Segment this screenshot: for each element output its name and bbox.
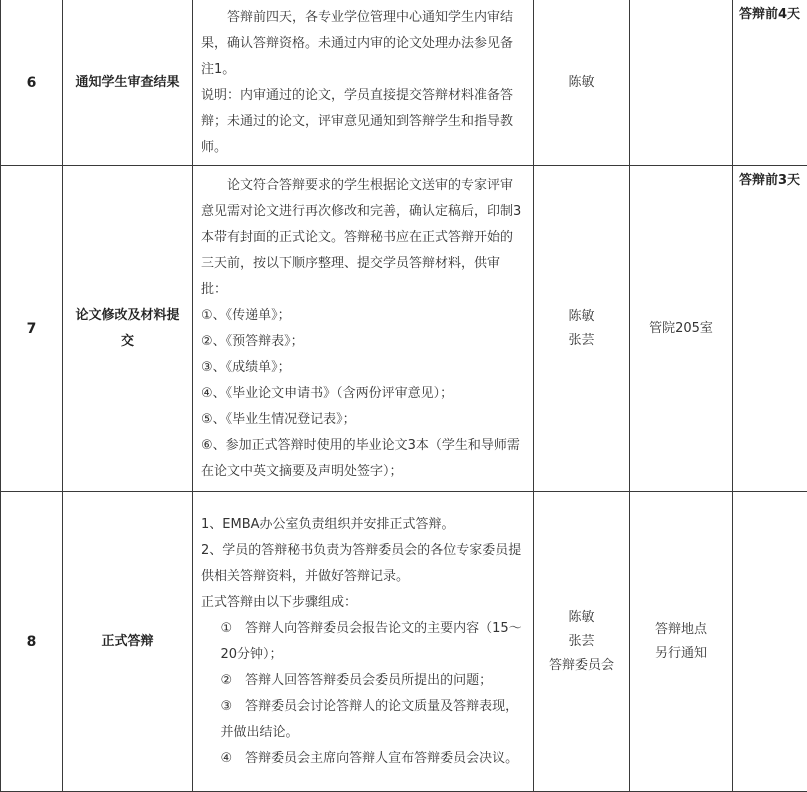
content-item: ⑥、参加正式答辩时使用的毕业论文3本（学生和导师需在论文中英文摘要及声明处签字）；: [201, 433, 525, 485]
person-name: 张芸: [534, 329, 629, 353]
content-paragraph: 正式答辩由以下步骤组成：: [201, 590, 525, 616]
content-item: ⑤、《毕业生情况登记表》；: [201, 407, 525, 433]
person-name: 陈敏: [534, 606, 629, 630]
row-number: 6: [1, 0, 63, 166]
responsible-person: [534, 166, 630, 492]
step-title: 论文修改及材料提交: [63, 166, 193, 492]
row-number: 7: [1, 166, 63, 492]
content-paragraph: 2、学员的答辩秘书负责为答辩委员会的各位专家委员提供相关答辩资料，并做好答辩记录。: [201, 538, 525, 590]
person-name: 张芸: [534, 630, 629, 654]
content-item: ① 答辩人向答辩委员会报告论文的主要内容（15～20分钟）；: [201, 616, 525, 668]
step-title: 正式答辩: [63, 492, 193, 792]
content-item: ①、《传递单》；: [201, 303, 525, 329]
step-content: [193, 492, 534, 792]
content-paragraph: 1、EMBA办公室负责组织并安排正式答辩。: [201, 512, 525, 538]
location: [630, 492, 733, 792]
row-number: 8: [1, 492, 63, 792]
person-name: 陈敏: [534, 71, 629, 95]
table-row: [1, 492, 807, 792]
step-content: [193, 166, 534, 492]
location: [630, 166, 733, 492]
content-item: ④ 答辩委员会主席向答辩人宣布答辩委员会决议。: [201, 746, 525, 772]
content-item: ④、《毕业论文申请书》（含两份评审意见）；: [201, 381, 525, 407]
step-content: [193, 0, 534, 166]
location-text: 另行通知: [630, 642, 732, 666]
deadline: [733, 492, 807, 792]
location-text: 管院205室: [630, 317, 732, 341]
content-paragraph: 论文符合答辩要求的学生根据论文送审的专家评审意见需对论文进行再次修改和完善，确认定稿后，印制3本带有封面的正式论文。答辩秘书应在正式答辩开始的三天前，按以下顺序整理、提交学员答辩材料，供审批：: [201, 173, 525, 303]
content-item: ③、《成绩单》；: [201, 355, 525, 381]
table-row: [1, 166, 807, 492]
content-paragraph: 说明：内审通过的论文，学员直接提交答辩材料准备答辩；未通过的论文，评审意见通知到答辩学生和指导教师。: [201, 83, 525, 161]
step-title: 通知学生审查结果: [63, 0, 193, 166]
content-item: ②、《预答辩表》；: [201, 329, 525, 355]
location-text: 答辩地点: [630, 618, 732, 642]
location: [630, 0, 733, 166]
person-name: 陈敏: [534, 305, 629, 329]
content-item: ② 答辩人回答答辩委员会委员所提出的问题；: [201, 668, 525, 694]
content-item: ③ 答辩委员会讨论答辩人的论文质量及答辩表现，并做出结论。: [201, 694, 525, 746]
content-paragraph: 答辩前四天，各专业学位管理中心通知学生内审结果，确认答辩资格。未通过内审的论文处理办法参见备注1。: [201, 5, 525, 83]
deadline: 答辩前4天: [733, 0, 807, 166]
responsible-person: [534, 0, 630, 166]
table-row: [1, 0, 807, 166]
deadline: 答辩前3天: [733, 166, 807, 492]
responsible-person: [534, 492, 630, 792]
person-name: 答辩委员会: [534, 654, 629, 678]
